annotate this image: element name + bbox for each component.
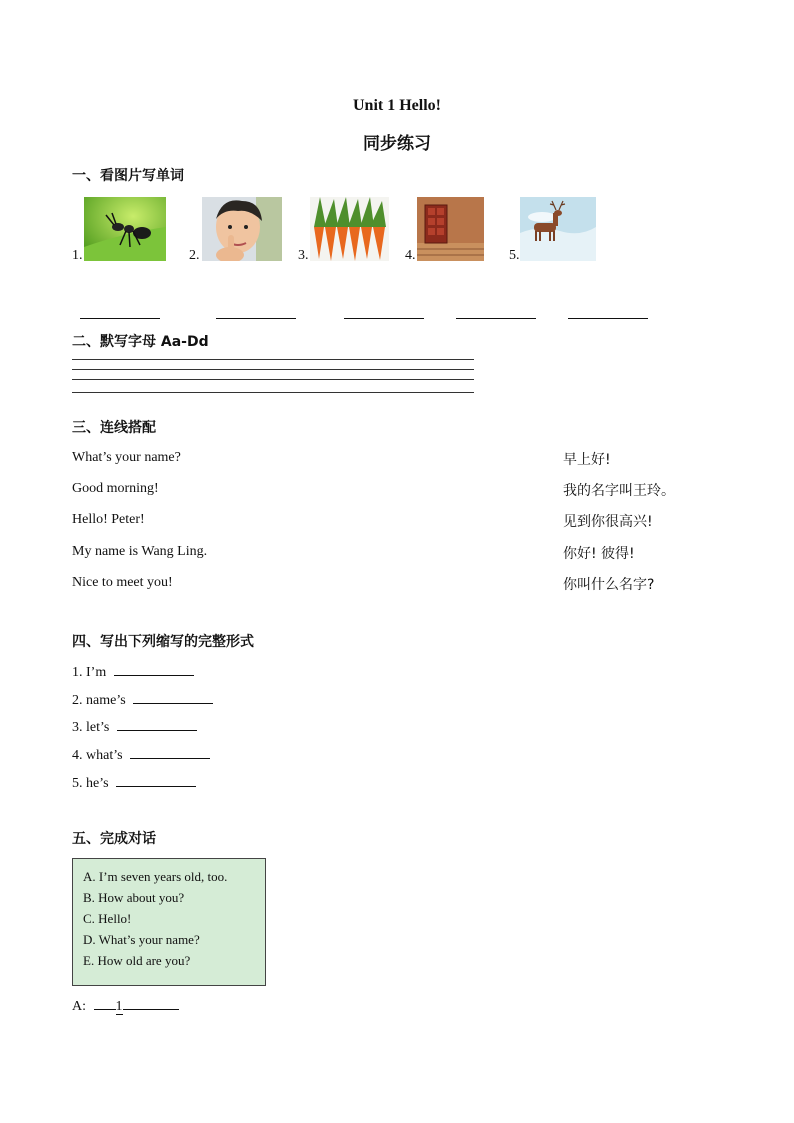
contraction-label: 3. let’s [72,720,110,735]
contraction-blank[interactable] [133,691,213,704]
option-b: B. How about you? [83,890,185,905]
contraction-label: 1. I’m [72,665,107,680]
boy-pointing-nose-photo [202,197,282,261]
writing-line-2[interactable] [72,369,474,370]
section2-heading: 二、默写字母 Aa-Dd [72,334,209,350]
option-e: E. How old are you? [83,953,191,968]
writing-line-3[interactable] [72,379,474,380]
answer-line-2[interactable] [216,318,296,319]
match-right-2[interactable]: 我的名字叫王玲。 [563,483,675,499]
section1-heading: 一、看图片写单词 [72,168,184,184]
ant-photo [84,197,166,261]
answer-line-3[interactable] [344,318,424,319]
door-photo [417,197,484,261]
match-right-3[interactable]: 见到你很高兴! [563,514,653,530]
contraction-item-5 [72,774,196,792]
page-subtitle: 同步练习 [363,134,431,154]
dialogue-blank-number: 1 [115,999,123,1014]
match-right-1[interactable]: 早上好! [563,452,611,468]
match-left-3[interactable]: Hello! Peter! [72,512,145,527]
picture-number-3: 3. [298,248,309,263]
contraction-label: 4. what’s [72,748,123,763]
match-left-1[interactable]: What’s your name? [72,450,181,465]
writing-line-4[interactable] [72,392,474,393]
contraction-blank[interactable] [117,718,197,731]
contraction-label: 5. he’s [72,776,109,791]
contraction-blank[interactable] [130,746,210,759]
option-d: D. What’s your name? [83,932,200,947]
match-right-4[interactable]: 你好! 彼得! [563,546,635,562]
answer-line-1[interactable] [80,318,160,319]
section4-heading: 四、写出下列缩写的完整形式 [72,634,254,650]
dialogue-blank-right[interactable] [123,997,179,1010]
option-a: A. I’m seven years old, too. [83,869,228,884]
contraction-blank[interactable] [116,774,196,787]
dialogue-blank-left[interactable] [94,997,116,1010]
contraction-item-1 [72,663,194,681]
contraction-blank[interactable] [114,663,194,676]
match-left-4[interactable]: My name is Wang Ling. [72,544,208,559]
page-title: Unit 1 Hello! [353,97,441,114]
section5-heading: 五、完成对话 [72,831,156,847]
match-left-5[interactable]: Nice to meet you! [72,575,173,590]
options-box [72,858,266,986]
match-right-5[interactable]: 你叫什么名字? [563,577,655,593]
contraction-item-3 [72,718,197,736]
contraction-label: 2. name’s [72,693,126,708]
writing-line-1[interactable] [72,359,474,360]
picture-number-2: 2. [189,248,200,263]
option-c: C. Hello! [83,911,132,926]
dialogue-speaker: A: [72,999,86,1014]
dialogue-line-1 [72,997,179,1015]
answer-line-4[interactable] [456,318,536,319]
contraction-item-4 [72,746,210,764]
contraction-item-2 [72,691,213,709]
answer-line-5[interactable] [568,318,648,319]
picture-number-5: 5. [509,248,520,263]
picture-number-1: 1. [72,248,83,263]
deer-photo [520,197,596,261]
carrots-photo [310,197,389,261]
match-left-2[interactable]: Good morning! [72,481,159,496]
picture-number-4: 4. [405,248,416,263]
section3-heading: 三、连线搭配 [72,420,156,436]
